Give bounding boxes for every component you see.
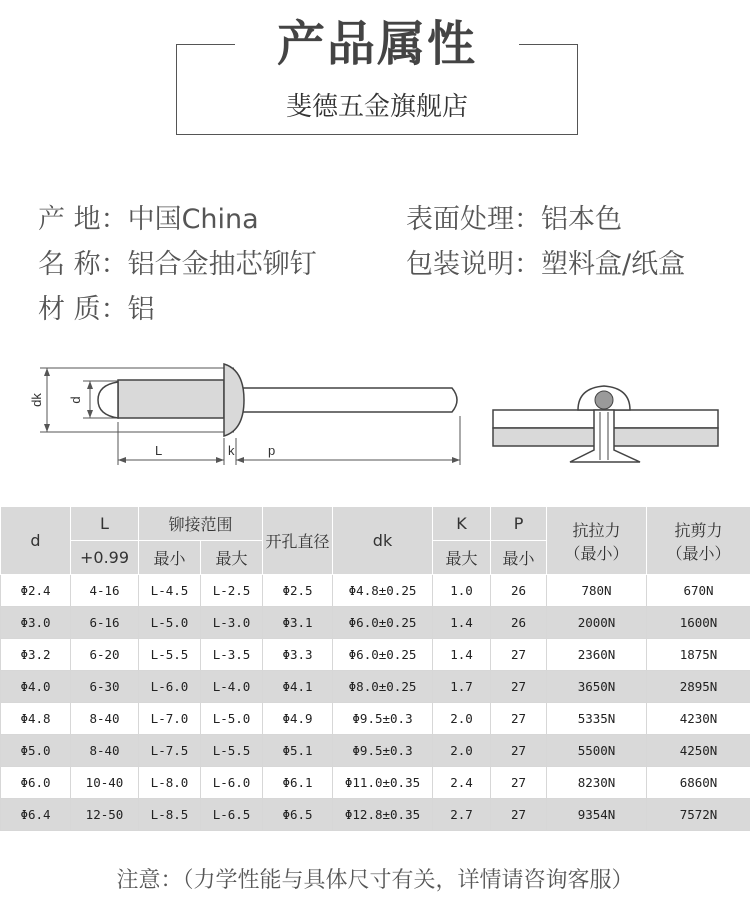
table-cell: 1.4 (433, 639, 491, 671)
table-cell: Φ6.0±0.25 (333, 639, 433, 671)
table-cell: Φ3.1 (263, 607, 333, 639)
label-k: k (228, 443, 235, 458)
footer-note: 注意：（力学性能与具体尺寸有关，详情请咨询客服） (116, 868, 634, 893)
table-cell: 6-30 (71, 671, 139, 703)
header-shear-sub: （最小） (666, 543, 731, 563)
table-cell: 780N (547, 575, 647, 607)
table-cell: Φ4.0 (1, 671, 71, 703)
table-cell: 10-40 (71, 767, 139, 799)
table-cell: L-4.5 (139, 575, 201, 607)
table-cell: 12-50 (71, 799, 139, 831)
table-cell: 6-20 (71, 639, 139, 671)
table-cell: Φ9.5±0.3 (333, 735, 433, 767)
table-cell: 3650N (547, 671, 647, 703)
table-row (1, 735, 750, 767)
header-shear-label: 抗剪力 (674, 520, 723, 540)
table-cell: 670N (647, 575, 750, 607)
header-L-tolerance: +0.99 (71, 541, 139, 575)
table-cell: 8-40 (71, 735, 139, 767)
table-cell: L-8.0 (139, 767, 201, 799)
table-cell: 4250N (647, 735, 750, 767)
table-cell: L-3.5 (201, 639, 263, 671)
table-cell: L-5.0 (201, 703, 263, 735)
table-cell: 26 (491, 607, 547, 639)
attr-name: 名 称：铝合金抽芯铆钉 (38, 249, 317, 280)
table-cell: L-5.5 (139, 639, 201, 671)
table-cell: L-3.0 (201, 607, 263, 639)
table-cell: L-5.5 (201, 735, 263, 767)
header-d: d (1, 507, 71, 575)
table-cell: L-6.5 (201, 799, 263, 831)
table-row (1, 575, 750, 607)
header-grip-min: 最小 (139, 541, 201, 575)
table-cell: 2895N (647, 671, 750, 703)
table-cell: 8230N (547, 767, 647, 799)
table-cell: 2360N (547, 639, 647, 671)
table-cell: L-2.5 (201, 575, 263, 607)
store-name: 斐德五金旗舰店 (285, 92, 468, 122)
table-row (1, 607, 750, 639)
header-K-max: 最大 (433, 541, 491, 575)
header-hole-dia: 开孔直径 (263, 507, 333, 575)
table-cell: 4-16 (71, 575, 139, 607)
table-cell: L-6.0 (139, 671, 201, 703)
header-tensile-sub: （最小） (564, 543, 629, 563)
table-cell: 27 (491, 703, 547, 735)
table-cell: L-7.5 (139, 735, 201, 767)
table-cell: Φ3.3 (263, 639, 333, 671)
table-cell: 6860N (647, 767, 750, 799)
table-cell: 8-40 (71, 703, 139, 735)
table-cell: 1.4 (433, 607, 491, 639)
header-dk: dk (333, 507, 433, 575)
table-cell: Φ6.0 (1, 767, 71, 799)
table-cell: 1875N (647, 639, 750, 671)
page-title: 产品属性 (276, 16, 477, 72)
header-P-min: 最小 (491, 541, 547, 575)
label-dk: dk (29, 393, 44, 407)
attr-packaging: 包装说明：塑料盒/纸盒 (406, 249, 686, 280)
header-grip-range: 铆接范围 (139, 507, 263, 541)
table-cell: Φ11.0±0.35 (333, 767, 433, 799)
table-cell: 2.4 (433, 767, 491, 799)
table-cell: Φ2.5 (263, 575, 333, 607)
table-cell: L-8.5 (139, 799, 201, 831)
table-cell: Φ12.8±0.35 (333, 799, 433, 831)
header-P: P (491, 507, 547, 541)
rivet-drawing (0, 350, 750, 480)
table-cell: 2.0 (433, 703, 491, 735)
table-cell: Φ3.0 (1, 607, 71, 639)
table-cell: 9354N (547, 799, 647, 831)
table-cell: 26 (491, 575, 547, 607)
table-cell: Φ6.1 (263, 767, 333, 799)
table-cell: Φ6.5 (263, 799, 333, 831)
table-cell: Φ4.8 (1, 703, 71, 735)
table-cell: 1.0 (433, 575, 491, 607)
header-K: K (433, 507, 491, 541)
table-cell: 5500N (547, 735, 647, 767)
table-cell: 27 (491, 799, 547, 831)
table-row (1, 799, 750, 831)
table-cell: Φ9.5±0.3 (333, 703, 433, 735)
table-cell: Φ4.8±0.25 (333, 575, 433, 607)
table-cell: 1600N (647, 607, 750, 639)
table-row (1, 703, 750, 735)
attr-material: 材 质：铝 (38, 294, 155, 325)
table-cell: Φ6.4 (1, 799, 71, 831)
spec-table-body (1, 575, 750, 831)
table-cell: Φ4.9 (263, 703, 333, 735)
table-cell: L-6.0 (201, 767, 263, 799)
label-d: d (68, 396, 83, 404)
table-cell: Φ5.0 (1, 735, 71, 767)
table-cell: 27 (491, 735, 547, 767)
table-row (1, 639, 750, 671)
table-cell: Φ8.0±0.25 (333, 671, 433, 703)
table-cell: 2000N (547, 607, 647, 639)
header-shear (647, 507, 750, 575)
table-cell: 2.7 (433, 799, 491, 831)
table-cell: 27 (491, 671, 547, 703)
table-cell: Φ3.2 (1, 639, 71, 671)
spec-table (0, 506, 750, 831)
table-cell: 7572N (647, 799, 750, 831)
table-cell: L-5.0 (139, 607, 201, 639)
attr-surface: 表面处理：铝本色 (406, 204, 622, 235)
table-cell: 6-16 (71, 607, 139, 639)
table-cell: Φ6.0±0.25 (333, 607, 433, 639)
table-cell: L-4.0 (201, 671, 263, 703)
header-tensile (547, 507, 647, 575)
table-row (1, 767, 750, 799)
table-cell: Φ2.4 (1, 575, 71, 607)
header-tensile-label: 抗拉力 (572, 520, 621, 540)
table-cell: 1.7 (433, 671, 491, 703)
table-cell: L-7.0 (139, 703, 201, 735)
header-L: L (71, 507, 139, 541)
label-L: L (155, 443, 163, 458)
header-grip-max: 最大 (201, 541, 263, 575)
table-cell: 27 (491, 767, 547, 799)
table-cell: Φ5.1 (263, 735, 333, 767)
table-cell: 5335N (547, 703, 647, 735)
label-p: p (268, 443, 276, 458)
table-cell: Φ4.1 (263, 671, 333, 703)
table-row (1, 671, 750, 703)
table-cell: 4230N (647, 703, 750, 735)
table-cell: 27 (491, 639, 547, 671)
table-cell: 2.0 (433, 735, 491, 767)
attr-origin: 产 地：中国China (38, 204, 259, 235)
